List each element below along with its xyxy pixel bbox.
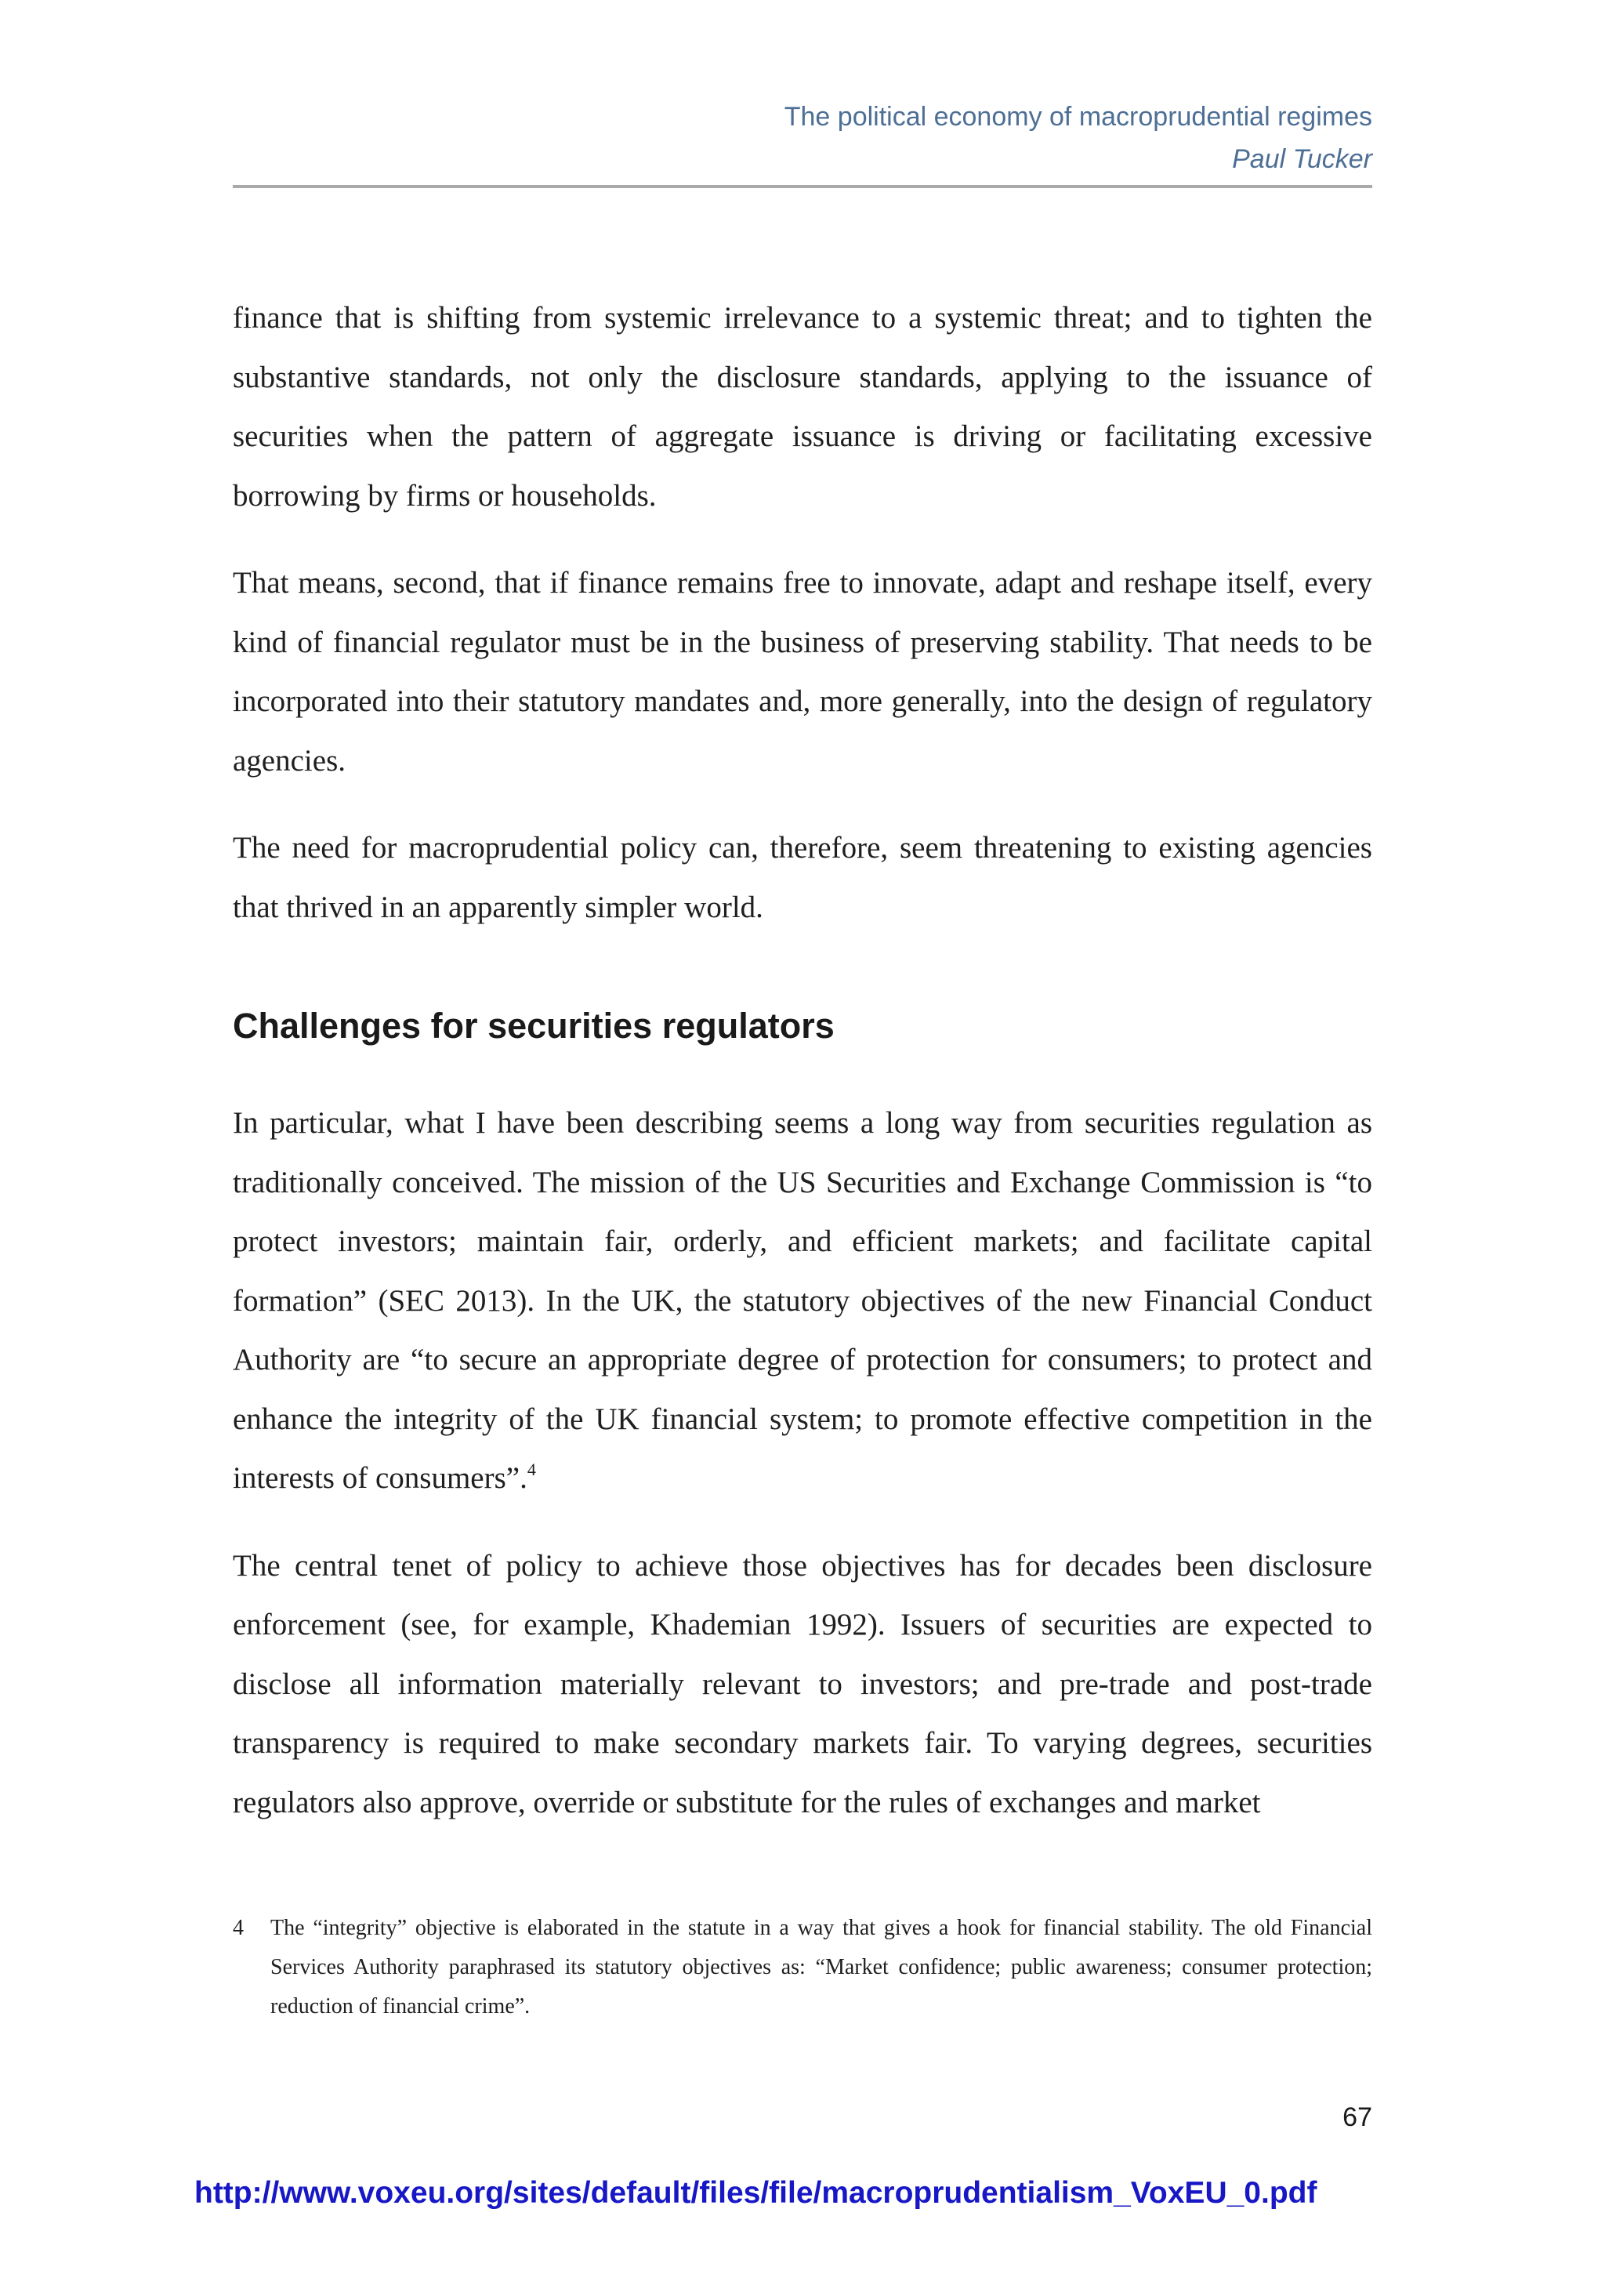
header-divider <box>233 185 1372 188</box>
footnote <box>233 1909 1372 2026</box>
footnote-text: The “integrity” objective is elaborated in the statute in a way that gives a hook for financial stability. The old Financial Services Authority paraphrased its statutory objectives as: “Market confidence; public awareness; consumer protection; reduction of financial crime”. <box>270 1916 1372 2019</box>
footnote-reference[interactable]: 4 <box>527 1460 536 1479</box>
paragraph-4 <box>233 1094 1372 1508</box>
running-header <box>784 96 1372 180</box>
paragraph-4-text: In particular, what I have been describing seems a long way from securities regulation as traditionally conceived. The mission of the US Securities and Exchange Commission is “to protect investors; maintain fair, orderly, and efficient markets; and facilitate capital formation” (SEC 2013). In the UK, the statutory objectives of the new Financial Conduct Authority are “to secure an appropriate degree of protection for consumers; to protect and enhance the integrity of the UK financial system; to promote effective competition in the interests of consumers”. <box>233 1106 1372 1495</box>
paragraph-1: finance that is shifting from systemic irrelevance to a systemic threat; and to tighten the substantive standards, not only the disclosure standards, applying to the issuance of securities when the pattern of aggregate issuance is driving or facilitating excessive borrowing by firms or households. <box>233 301 1372 513</box>
paragraph-2: That means, second, that if finance remains free to innovate, adapt and reshape itself, every kind of financial regulator must be in the business of preserving stability. That needs to be incorporated into their statutory mandates and, more generally, into the design of regulatory agencies. <box>233 566 1372 778</box>
paragraph-3: The need for macroprudential policy can, therefore, seem threatening to existing agencies that thrived in an apparently simpler world. <box>233 831 1372 924</box>
paragraph-5: The central tenet of policy to achieve those objectives has for decades been disclosure enforcement (see, for example, Khademian 1992). Issuers of securities are expected to disclose all information materially relevant to investors; and pre-trade and post-trade transparency is required to make secondary markets fair. To varying degrees, securities regulators also approve, override or substitute for the rules of exchanges and market <box>233 1548 1372 1819</box>
header-title: The political economy of macroprudential regimes <box>784 102 1372 132</box>
section-heading: Challenges for securities regulators <box>233 1006 835 1046</box>
page-number: 67 <box>1342 2102 1372 2132</box>
body-text <box>233 288 1372 1860</box>
footnote-number: 4 <box>233 1916 244 1940</box>
source-url-link[interactable]: http://www.voxeu.org/sites/default/files/file/macroprudentialism_VoxEU_0.pdf <box>194 2176 1317 2210</box>
header-author: Paul Tucker <box>1232 144 1372 174</box>
